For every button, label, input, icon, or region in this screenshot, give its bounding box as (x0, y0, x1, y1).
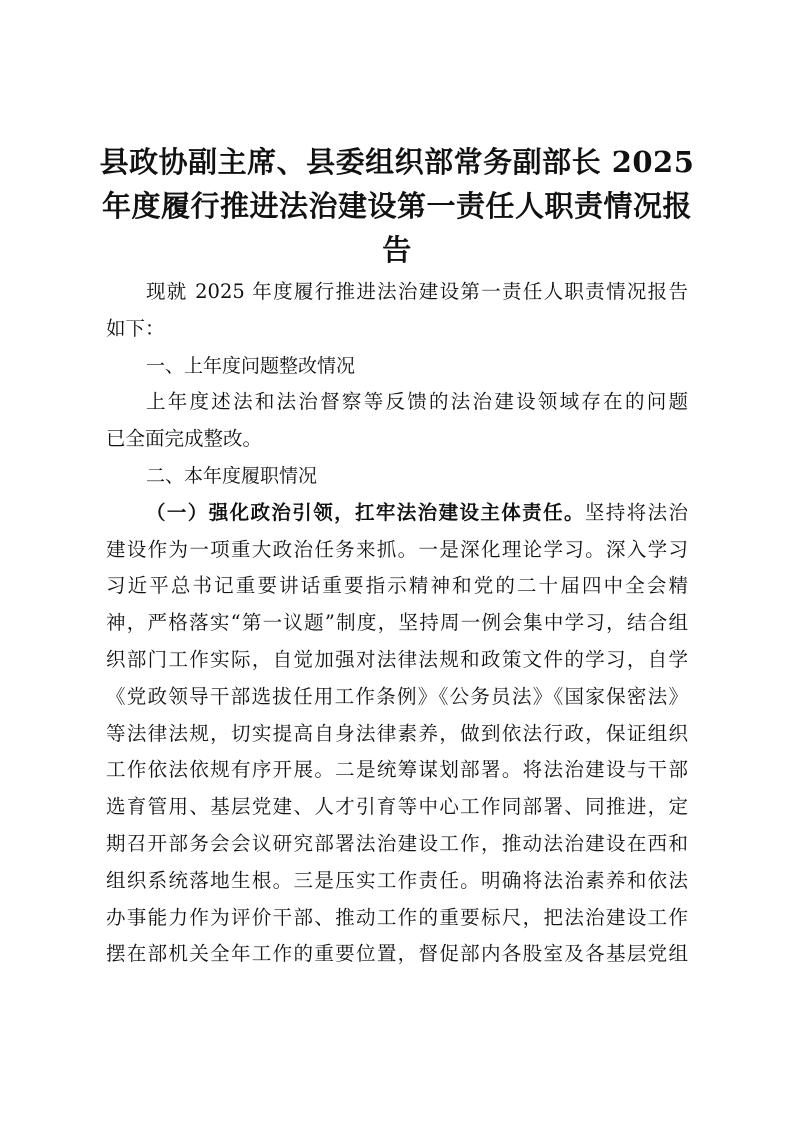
section-2-line: 期召开部务会会议研究部署法治建设工作，推动法治建设在西和 (106, 831, 688, 855)
section-2-line: 工作依法依规有序开展。二是统筹谋划部署。将法治建设与干部 (106, 758, 688, 782)
document-body (106, 274, 688, 973)
intro-line-1: 现就 2025 年度履行推进法治建设第一责任人职责情况报告 (146, 280, 688, 303)
intro-paragraph (106, 274, 688, 348)
subsection-heading: （一）强化政治引领，扛牢法治建设主体责任。 (146, 500, 585, 524)
section-2-line: 办事能力作为评价干部、推动工作的重要标尺，把法治建设工作 (106, 905, 688, 929)
title-line-1: 县政协副主席、县委组织部常务副部长 2025 (99, 145, 695, 179)
section-2-line: 等法律法规，切实提高自身法律素养，做到依法行政，保证组织 (106, 721, 688, 745)
section-1-heading: 一、上年度问题整改情况 (146, 354, 356, 377)
section-2-line: 组织系统落地生根。三是压实工作责任。明确将法治素养和依法 (106, 868, 688, 892)
section-1-paragraph (106, 384, 688, 458)
section-2-line-first (106, 495, 688, 532)
section-2-paragraph (106, 495, 688, 973)
section-1-line-2: 已全面完成整改。 (106, 427, 263, 451)
section-2-line: 选育管用、基层党建、人才引育等中心工作同部署、同推进，定 (106, 795, 688, 819)
section-2-line: 《党政领导干部选拔任用工作条例》《公务员法》《国家保密法》 (106, 684, 688, 708)
section-2-line: 习近平总书记重要讲话重要指示精神和党的二十届四中全会精 (106, 574, 688, 598)
section-2-line: 摆在部机关全年工作的重要位置，督促部内各股室及各基层党组 (106, 942, 688, 966)
section-2-line: 建设作为一项重大政治任务来抓。一是深化理论学习。深入学习 (106, 537, 688, 561)
section-2-heading: 二、本年度履职情况 (146, 464, 318, 487)
document-title (96, 140, 698, 272)
section-2-line: 织部门工作实际，自觉加强对法律法规和政策文件的学习，自学 (106, 647, 688, 671)
section-2-line: 神，严格落实“第一议题”制度，坚持周一例会集中学习，结合组 (106, 611, 688, 635)
title-line-3: 告 (382, 233, 412, 267)
section-1-line-1: 上年度述法和法治督察等反馈的法治建设领域存在的问题 (146, 390, 688, 414)
intro-line-2: 如下： (106, 316, 165, 340)
title-line-2: 年度履行推进法治建设第一责任人职责情况报 (101, 189, 692, 223)
section-2-first-rest: 坚持将法治 (584, 500, 688, 524)
